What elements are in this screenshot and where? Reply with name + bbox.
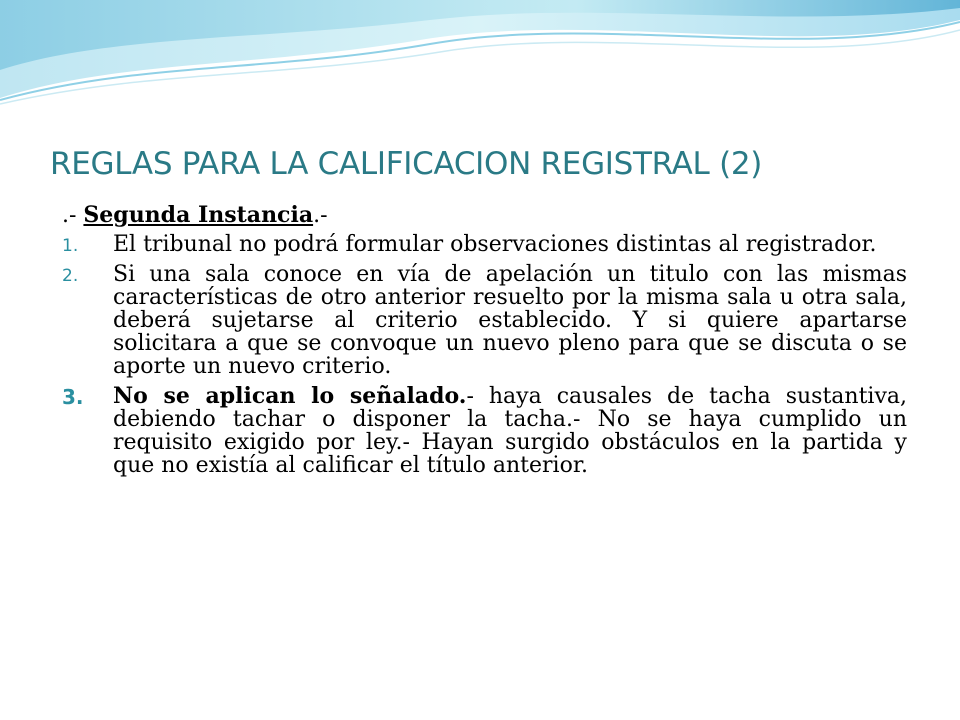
intro-prefix: .- — [62, 203, 84, 228]
rules-list — [62, 233, 907, 477]
item-text: - haya causales de tacha sustantiva, debiendo tachar o disponer la tacha.- No se haya cumplido un requisito exigido por ley.- Hayan surgido obstáculos en la partida y que no existía al calificar el título anterior. — [113, 384, 908, 478]
item-bold-lead: No se aplican lo señalado. — [113, 383, 467, 409]
item-number: 3. — [62, 385, 84, 409]
item-number: 1. — [62, 236, 79, 256]
item-text: Si una sala conoce en vía de apelación un titulo con las mismas características de otro anterior resuelto por la misma sala u otra sala, deberá sujetarse al criterio establecido. Y si quiere apartarse solicitara a que se convoque un nuevo pleno para que se discuta o se aporte un nuevo criterio. — [113, 262, 907, 379]
list-item — [62, 263, 907, 378]
item-text: El tribunal no podrá formular observaciones distintas al registrador. — [113, 232, 877, 257]
list-item — [62, 385, 907, 477]
intro-suffix: .- — [313, 203, 328, 228]
header-wave-decoration — [0, 0, 960, 110]
list-item — [62, 233, 907, 256]
intro-line — [62, 204, 907, 227]
slide-body — [62, 204, 907, 484]
intro-heading: Segunda Instancia — [83, 202, 314, 228]
slide-title: REGLAS PARA LA CALIFICACION REGISTRAL (2) — [50, 146, 763, 182]
item-number: 2. — [62, 266, 79, 286]
